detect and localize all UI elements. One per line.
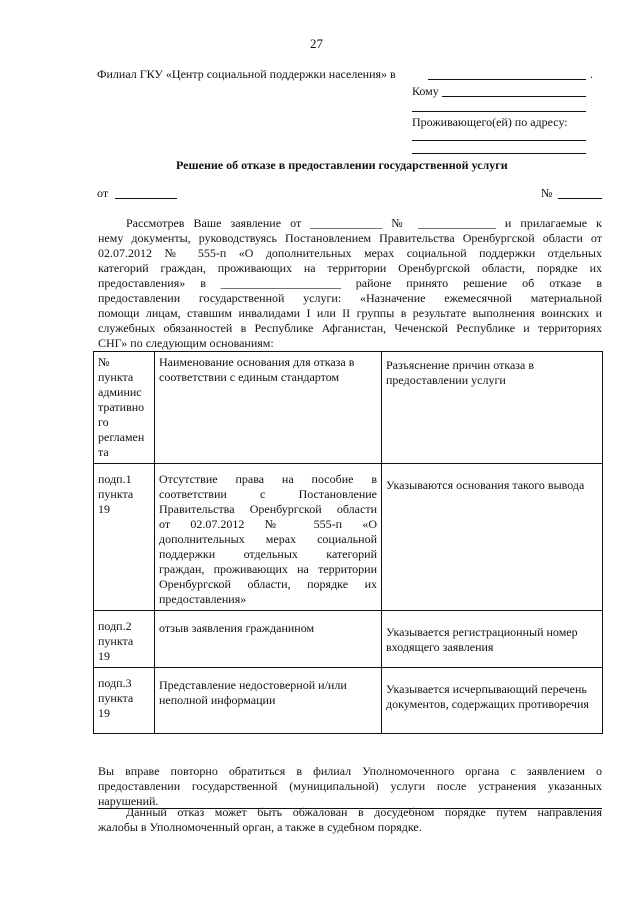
branch-dot: .	[590, 67, 593, 81]
header-explanation: Разъяснение причин отказа в предоставлении услуги	[382, 352, 603, 464]
table-header-row	[94, 352, 603, 464]
body-line: нему документы, руководствуясь Постановлением Правительства Оренбургской области от	[98, 231, 602, 245]
document-title: Решение об отказе в предоставлении государственной услуги	[176, 158, 508, 172]
address-blank-line-2	[412, 153, 586, 154]
appeal-paragraph	[98, 805, 602, 835]
number-blank	[558, 198, 602, 199]
table-row	[94, 611, 603, 668]
body-line: 02.07.2012 № 555-п «О дополнительных мерах социальной поддержки отдельных	[98, 246, 602, 260]
page-number: 27	[310, 36, 323, 51]
row-point: подп.1 пункта 19	[94, 464, 155, 611]
body-line: СНГ» по следующим основаниям:	[98, 336, 274, 350]
repeat-application-paragraph	[98, 764, 602, 809]
header-reason: Наименование основания для отказа в соответствии с единым стандартом	[155, 352, 382, 464]
branch-line: Филиал ГКУ «Центр социальной поддержки населения» в	[97, 67, 396, 81]
row-reason: Представление недостоверной и/или неполной информации	[155, 668, 382, 734]
body-paragraph	[98, 216, 602, 351]
footer-line: нарушений.	[98, 794, 159, 808]
branch-blank-line	[428, 79, 586, 80]
table-row	[94, 668, 603, 734]
header-point-number: № пункта админис тративно го регламен та	[94, 352, 155, 464]
body-line: помощи лицам, ставшим инвалидами I или II группы в результате выполнения воинских и	[98, 306, 602, 320]
row-reason: Отсутствие права на пособие в соответствии с Постановление Правительства Оренбургской области от 02.07.2012 № 555-п «О дополнительных мерах социальной поддержки отдельных категорий граждан, проживающих на территории Оренбургской области, порядке их предоставления»	[155, 464, 382, 611]
row-point: подп.2 пункта 19	[94, 611, 155, 668]
table-row	[94, 464, 603, 611]
address-label: Проживающего(ей) по адресу:	[412, 115, 568, 129]
to-blank-line-2	[412, 111, 586, 112]
row-point: подп.3 пункта 19	[94, 668, 155, 734]
to-label: Кому	[412, 84, 439, 98]
row-explanation: Указывается регистрационный номер входящего заявления	[382, 611, 603, 668]
body-line: предоставления» в ____________________ районе принято решение об отказе в	[98, 276, 602, 290]
row-reason: отзыв заявления гражданином	[155, 611, 382, 668]
address-blank-line	[412, 140, 586, 141]
footer-line: предоставлении государственной (муниципальной) услуги после устранения указанных	[98, 779, 602, 793]
footer-line: Вы вправе повторно обратиться в филиал Уполномоченного органа с заявлением о	[98, 764, 602, 778]
refusal-grounds-table	[93, 351, 603, 734]
row-explanation: Указывается исчерпывающий перечень документов, содержащих противоречия	[382, 668, 603, 734]
from-date-blank	[115, 198, 177, 199]
appeal-line: жалобы в Уполномоченный орган, а также в судебном порядке.	[98, 820, 422, 834]
body-line: Рассмотрев Ваше заявление от ____________ № _____________ и прилагаемые к	[126, 216, 602, 230]
row-explanation: Указываются основания такого вывода	[382, 464, 603, 611]
number-label: №	[541, 186, 553, 200]
body-line: категорий граждан, проживающих на территории Оренбургской области, порядке их	[98, 261, 602, 275]
to-blank-line	[442, 96, 586, 97]
appeal-line: Данный отказ может быть обжалован в досудебном порядке путем направления	[126, 805, 602, 819]
body-line: служебных обязанностей в Республике Афганистан, Чеченской Республике и территориях	[98, 321, 602, 335]
body-line: предоставлении государственной услуги: «Назначение ежемесячной материальной	[98, 291, 602, 305]
from-label: от	[97, 186, 109, 200]
